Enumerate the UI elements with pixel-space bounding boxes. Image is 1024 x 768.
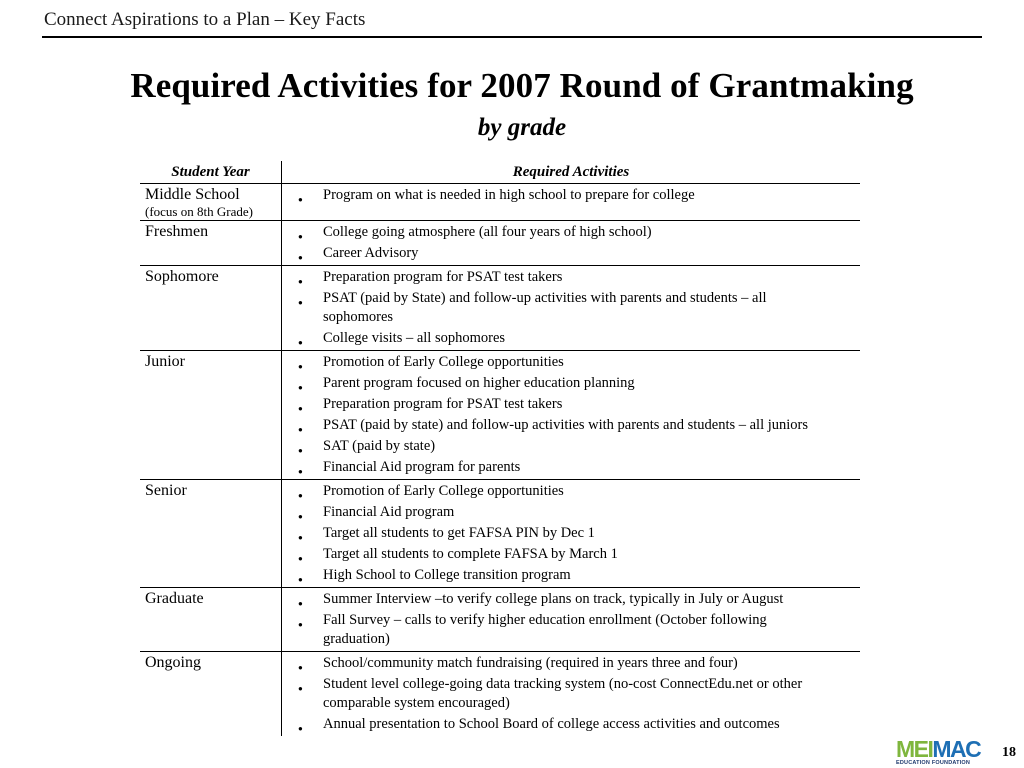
bullet-icon: ● (298, 338, 303, 347)
activity-item (282, 437, 860, 456)
activity-item (282, 374, 860, 393)
page-title: Required Activities for 2007 Round of Grantmaking (130, 66, 914, 105)
student-year: Freshmen (145, 223, 209, 240)
bullet-icon: ● (298, 467, 303, 476)
activity-list (282, 184, 860, 205)
logo-wordmark-mac: MAC (932, 736, 981, 762)
column-header-student-year: Student Year (171, 164, 250, 180)
activity-text: Target all students to get FAFSA PIN by Dec 1 (323, 525, 595, 541)
activity-item (282, 482, 860, 501)
activity-item (282, 590, 860, 609)
activities-cell (281, 184, 860, 220)
page-subtitle: by grade (477, 114, 567, 141)
activities-cell (281, 652, 860, 736)
activity-text: Career Advisory (323, 245, 419, 261)
activity-list (282, 221, 860, 263)
bullet-icon: ● (298, 599, 303, 608)
activity-list (282, 266, 860, 348)
activities-cell (281, 588, 860, 651)
bullet-icon: ● (298, 554, 303, 563)
table-body (140, 184, 860, 736)
student-year-cell (140, 351, 281, 479)
bullet-icon: ● (298, 724, 303, 733)
student-year-cell (140, 588, 281, 651)
bullet-icon: ● (298, 425, 303, 434)
activities-cell (281, 480, 860, 587)
activity-text: PSAT (paid by State) and follow-up activities with parents and students – all sophomores (323, 290, 767, 325)
bullet-icon: ● (298, 298, 303, 307)
activity-item (282, 186, 860, 205)
activity-item (282, 458, 860, 477)
table-row (140, 351, 860, 480)
student-year-cell (140, 480, 281, 587)
activity-item (282, 289, 860, 327)
activity-text: SAT (paid by state) (323, 438, 436, 454)
activity-item (282, 566, 860, 585)
activity-text: Target all students to complete FAFSA by March 1 (323, 546, 618, 562)
activity-text: Financial Aid program for parents (323, 459, 521, 475)
bullet-icon: ● (298, 533, 303, 542)
activities-cell (281, 351, 860, 479)
activity-item (282, 395, 860, 414)
activity-item (282, 524, 860, 543)
activity-item (282, 416, 860, 435)
activity-text: Fall Survey – calls to verify higher education enrollment (October following graduation) (323, 612, 767, 647)
meimac-logo (896, 738, 986, 766)
student-year-note: (focus on 8th Grade) (145, 204, 253, 219)
activity-text: Preparation program for PSAT test takers (323, 269, 563, 285)
activity-text: High School to College transition program (323, 567, 571, 583)
bullet-icon: ● (298, 362, 303, 371)
activity-text: Program on what is needed in high school to prepare for college (323, 187, 695, 203)
column-header-required-activities: Required Activities (281, 161, 860, 183)
student-year: Middle School (145, 186, 240, 203)
activities-cell (281, 266, 860, 350)
logo-wordmark (896, 738, 986, 760)
student-year: Sophomore (145, 268, 219, 285)
bullet-icon: ● (298, 620, 303, 629)
activity-text: Student level college-going data tracking system (no-cost ConnectEdu.net or other comparable system encouraged) (323, 676, 803, 711)
activity-item (282, 353, 860, 372)
bullet-icon: ● (298, 575, 303, 584)
activity-list (282, 588, 860, 649)
activity-text: Preparation program for PSAT test takers (323, 396, 563, 412)
activity-text: Financial Aid program (323, 504, 455, 520)
table-row (140, 266, 860, 351)
activity-text: School/community match fundraising (required in years three and four) (323, 655, 738, 671)
table-row (140, 652, 860, 736)
activity-list (282, 480, 860, 585)
bullet-icon: ● (298, 684, 303, 693)
activity-item (282, 675, 860, 713)
bullet-icon: ● (298, 383, 303, 392)
student-year-cell (140, 652, 281, 736)
activity-list (282, 351, 860, 477)
student-year-cell (140, 266, 281, 350)
logo-wordmark-mei: MEI (896, 736, 933, 762)
activities-cell (281, 221, 860, 265)
header-divider (42, 36, 982, 38)
student-year-cell (140, 221, 281, 265)
bullet-icon: ● (298, 404, 303, 413)
activity-item (282, 223, 860, 242)
bullet-icon: ● (298, 277, 303, 286)
slide-header-title: Connect Aspirations to a Plan – Key Facts (44, 9, 366, 30)
bullet-icon: ● (298, 512, 303, 521)
student-year: Ongoing (145, 654, 201, 671)
activities-table (140, 161, 860, 736)
student-year: Junior (145, 353, 185, 370)
table-header-row (140, 161, 860, 184)
activity-text: PSAT (paid by state) and follow-up activities with parents and students – all juniors (323, 417, 809, 433)
bullet-icon: ● (298, 253, 303, 262)
student-year-cell (140, 184, 281, 220)
activity-item (282, 329, 860, 348)
activity-text: Annual presentation to School Board of college access activities and outcomes (323, 716, 780, 732)
table-row (140, 588, 860, 652)
activity-list (282, 652, 860, 734)
bullet-icon: ● (298, 663, 303, 672)
table-row (140, 221, 860, 266)
activity-text: College going atmosphere (all four years of high school) (323, 224, 652, 240)
bullet-icon: ● (298, 446, 303, 455)
activity-text: Promotion of Early College opportunities (323, 483, 564, 499)
bullet-icon: ● (298, 195, 303, 204)
activity-item (282, 545, 860, 564)
logo-tagline: EDUCATION FOUNDATION (896, 760, 971, 766)
activity-item (282, 654, 860, 673)
activity-item (282, 503, 860, 522)
student-year: Senior (145, 482, 187, 499)
student-year: Graduate (145, 590, 204, 607)
activity-item (282, 244, 860, 263)
table-row (140, 184, 860, 221)
bullet-icon: ● (298, 491, 303, 500)
activity-text: Summer Interview –to verify college plans on track, typically in July or August (323, 591, 784, 607)
activity-item (282, 715, 860, 734)
page-number: 18 (1002, 745, 1016, 760)
activity-text: College visits – all sophomores (323, 330, 506, 346)
bullet-icon: ● (298, 232, 303, 241)
activity-item (282, 611, 860, 649)
activity-text: Parent program focused on higher education planning (323, 375, 635, 391)
activity-text: Promotion of Early College opportunities (323, 354, 564, 370)
table-row (140, 480, 860, 588)
activity-item (282, 268, 860, 287)
